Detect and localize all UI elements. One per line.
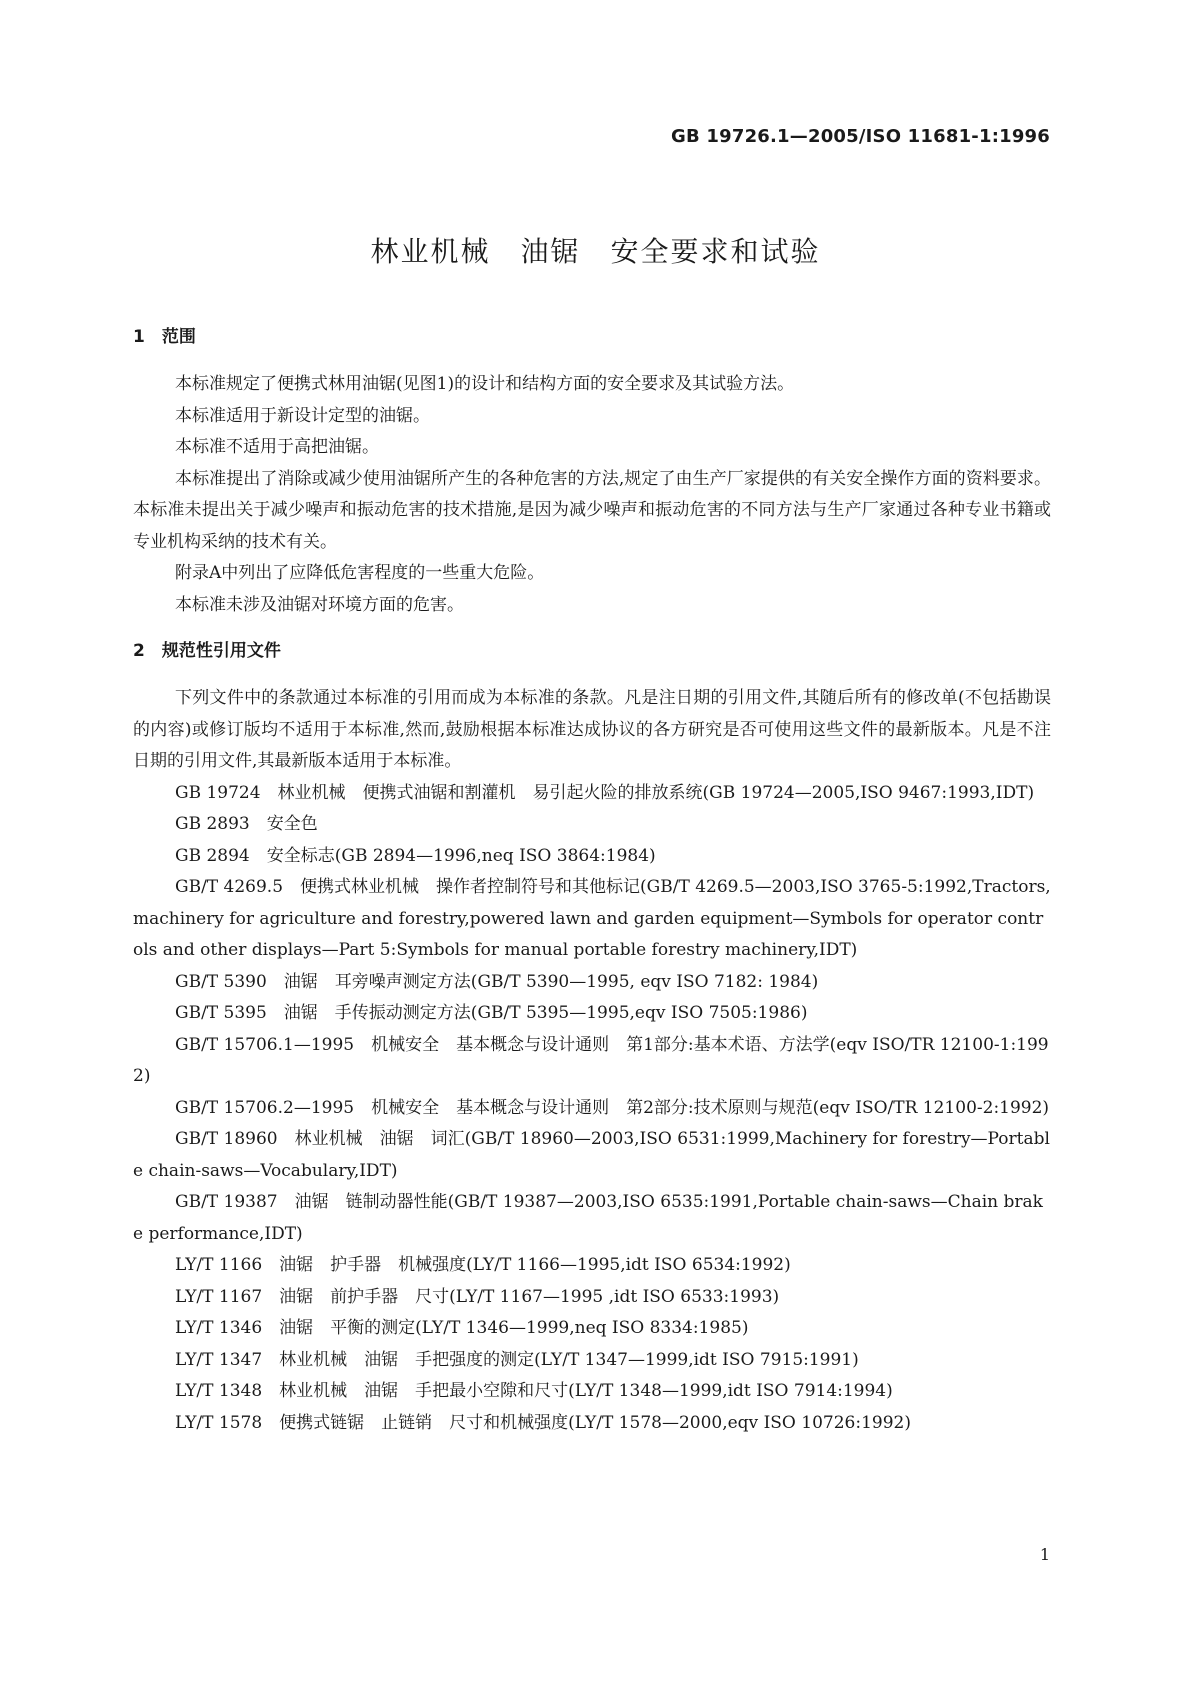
document-title: 林业机械 油锯 安全要求和试验 <box>370 235 821 268</box>
reference-item: GB 2893 安全色 <box>175 814 318 834</box>
reference-item: GB/T 5390 油锯 耳旁噪声测定方法(GB/T 5390—1995, eqv ISO 7182: 1984) <box>175 971 819 992</box>
scope-paragraph: 本标准规定了便携式林用油锯(见图1)的设计和结构方面的安全要求及其试验方法。 <box>175 374 795 394</box>
reference-item: LY/T 1167 油锯 前护手器 尺寸(LY/T 1167—1995 ,idt ISO 6533:1993) <box>175 1286 780 1307</box>
section-heading-scope: 1 范围 <box>133 327 196 347</box>
reference-item: GB/T 15706.2—1995 机械安全 基本概念与设计通则 第2部分:技术原则与规范(eqv ISO/TR 12100-2:1992) <box>175 1097 1050 1118</box>
scope-paragraph: 附录A中列出了应降低危害程度的一些重大危险。 <box>175 563 545 583</box>
page-number: 1 <box>1039 1545 1050 1564</box>
reference-item: GB/T 15706.1—1995 机械安全 基本概念与设计通则 第1部分:基本术语、方法学(eqv ISO/TR 12100-1:1992) <box>133 1034 1049 1086</box>
scope-paragraph: 本标准未涉及油锯对环境方面的危害。 <box>175 594 464 615</box>
reference-item: GB 19724 林业机械 便携式油锯和割灌机 易引起火险的排放系统(GB 19724—2005,ISO 9467:1993,IDT) <box>175 782 1035 803</box>
reference-item: LY/T 1348 林业机械 油锯 手把最小空隙和尺寸(LY/T 1348—1999,idt ISO 7914:1994) <box>175 1381 893 1401</box>
reference-item: LY/T 1166 油锯 护手器 机械强度(LY/T 1166—1995,idt ISO 6534:1992) <box>175 1255 791 1275</box>
reference-item: GB/T 5395 油锯 手传振动测定方法(GB/T 5395—1995,eqv ISO 7505:1986) <box>175 1003 808 1023</box>
scope-paragraph: 本标准适用于新设计定型的油锯。 <box>175 405 430 426</box>
scope-paragraph: 本标准不适用于高把油锯。 <box>175 437 379 457</box>
references-intro: 下列文件中的条款通过本标准的引用而成为本标准的条款。凡是注日期的引用文件,其随后所有的修改单(不包括勘误的内容)或修订版均不适用于本标准,然而,鼓励根据本标准达成协议的各方研究是否可使用这些文件的最新版本。凡是不注日期的引用文件,其最新版本适用于本标准。 <box>133 688 1051 771</box>
reference-item: LY/T 1347 林业机械 油锯 手把强度的测定(LY/T 1347—1999,idt ISO 7915:1991) <box>175 1349 859 1370</box>
scope-paragraph: 本标准提出了消除或减少使用油锯所产生的各种危害的方法,规定了由生产厂家提供的有关安全操作方面的资料要求。本标准未提出关于减少噪声和振动危害的技术措施,是因为减少噪声和振动危害的不同方法与生产厂家通过各种专业书籍或专业机构采纳的技术有关。 <box>133 468 1051 552</box>
reference-item: GB 2894 安全标志(GB 2894—1996,neq ISO 3864:1984) <box>175 845 656 866</box>
reference-item: GB/T 19387 油锯 链制动器性能(GB/T 19387—2003,ISO 6535:1991,Portable chain-saws—Chain brake performance,IDT) <box>133 1192 1043 1244</box>
document-body <box>133 323 1051 1439</box>
standard-code: GB 19726.1—2005/ISO 11681-1:1996 <box>671 126 1050 147</box>
section-heading-normative-references: 2 规范性引用文件 <box>133 641 281 661</box>
reference-item: LY/T 1578 便携式链锯 止链销 尺寸和机械强度(LY/T 1578—2000,eqv ISO 10726:1992) <box>175 1412 911 1433</box>
reference-item: GB/T 18960 林业机械 油锯 词汇(GB/T 18960—2003,ISO 6531:1999,Machinery for forestry—Portable chain-saws—Vocabulary,IDT) <box>133 1129 1050 1181</box>
reference-item: GB/T 4269.5 便携式林业机械 操作者控制符号和其他标记(GB/T 4269.5—2003,ISO 3765-5:1992,Tractors,machinery for agriculture and forestry,powered lawn and garden equipment—Symbols for operator controls and other displays—Part 5:Symbols for manual portable forestry machinery,IDT) <box>133 877 1051 960</box>
reference-item: LY/T 1346 油锯 平衡的测定(LY/T 1346—1999,neq ISO 8334:1985) <box>175 1318 749 1338</box>
